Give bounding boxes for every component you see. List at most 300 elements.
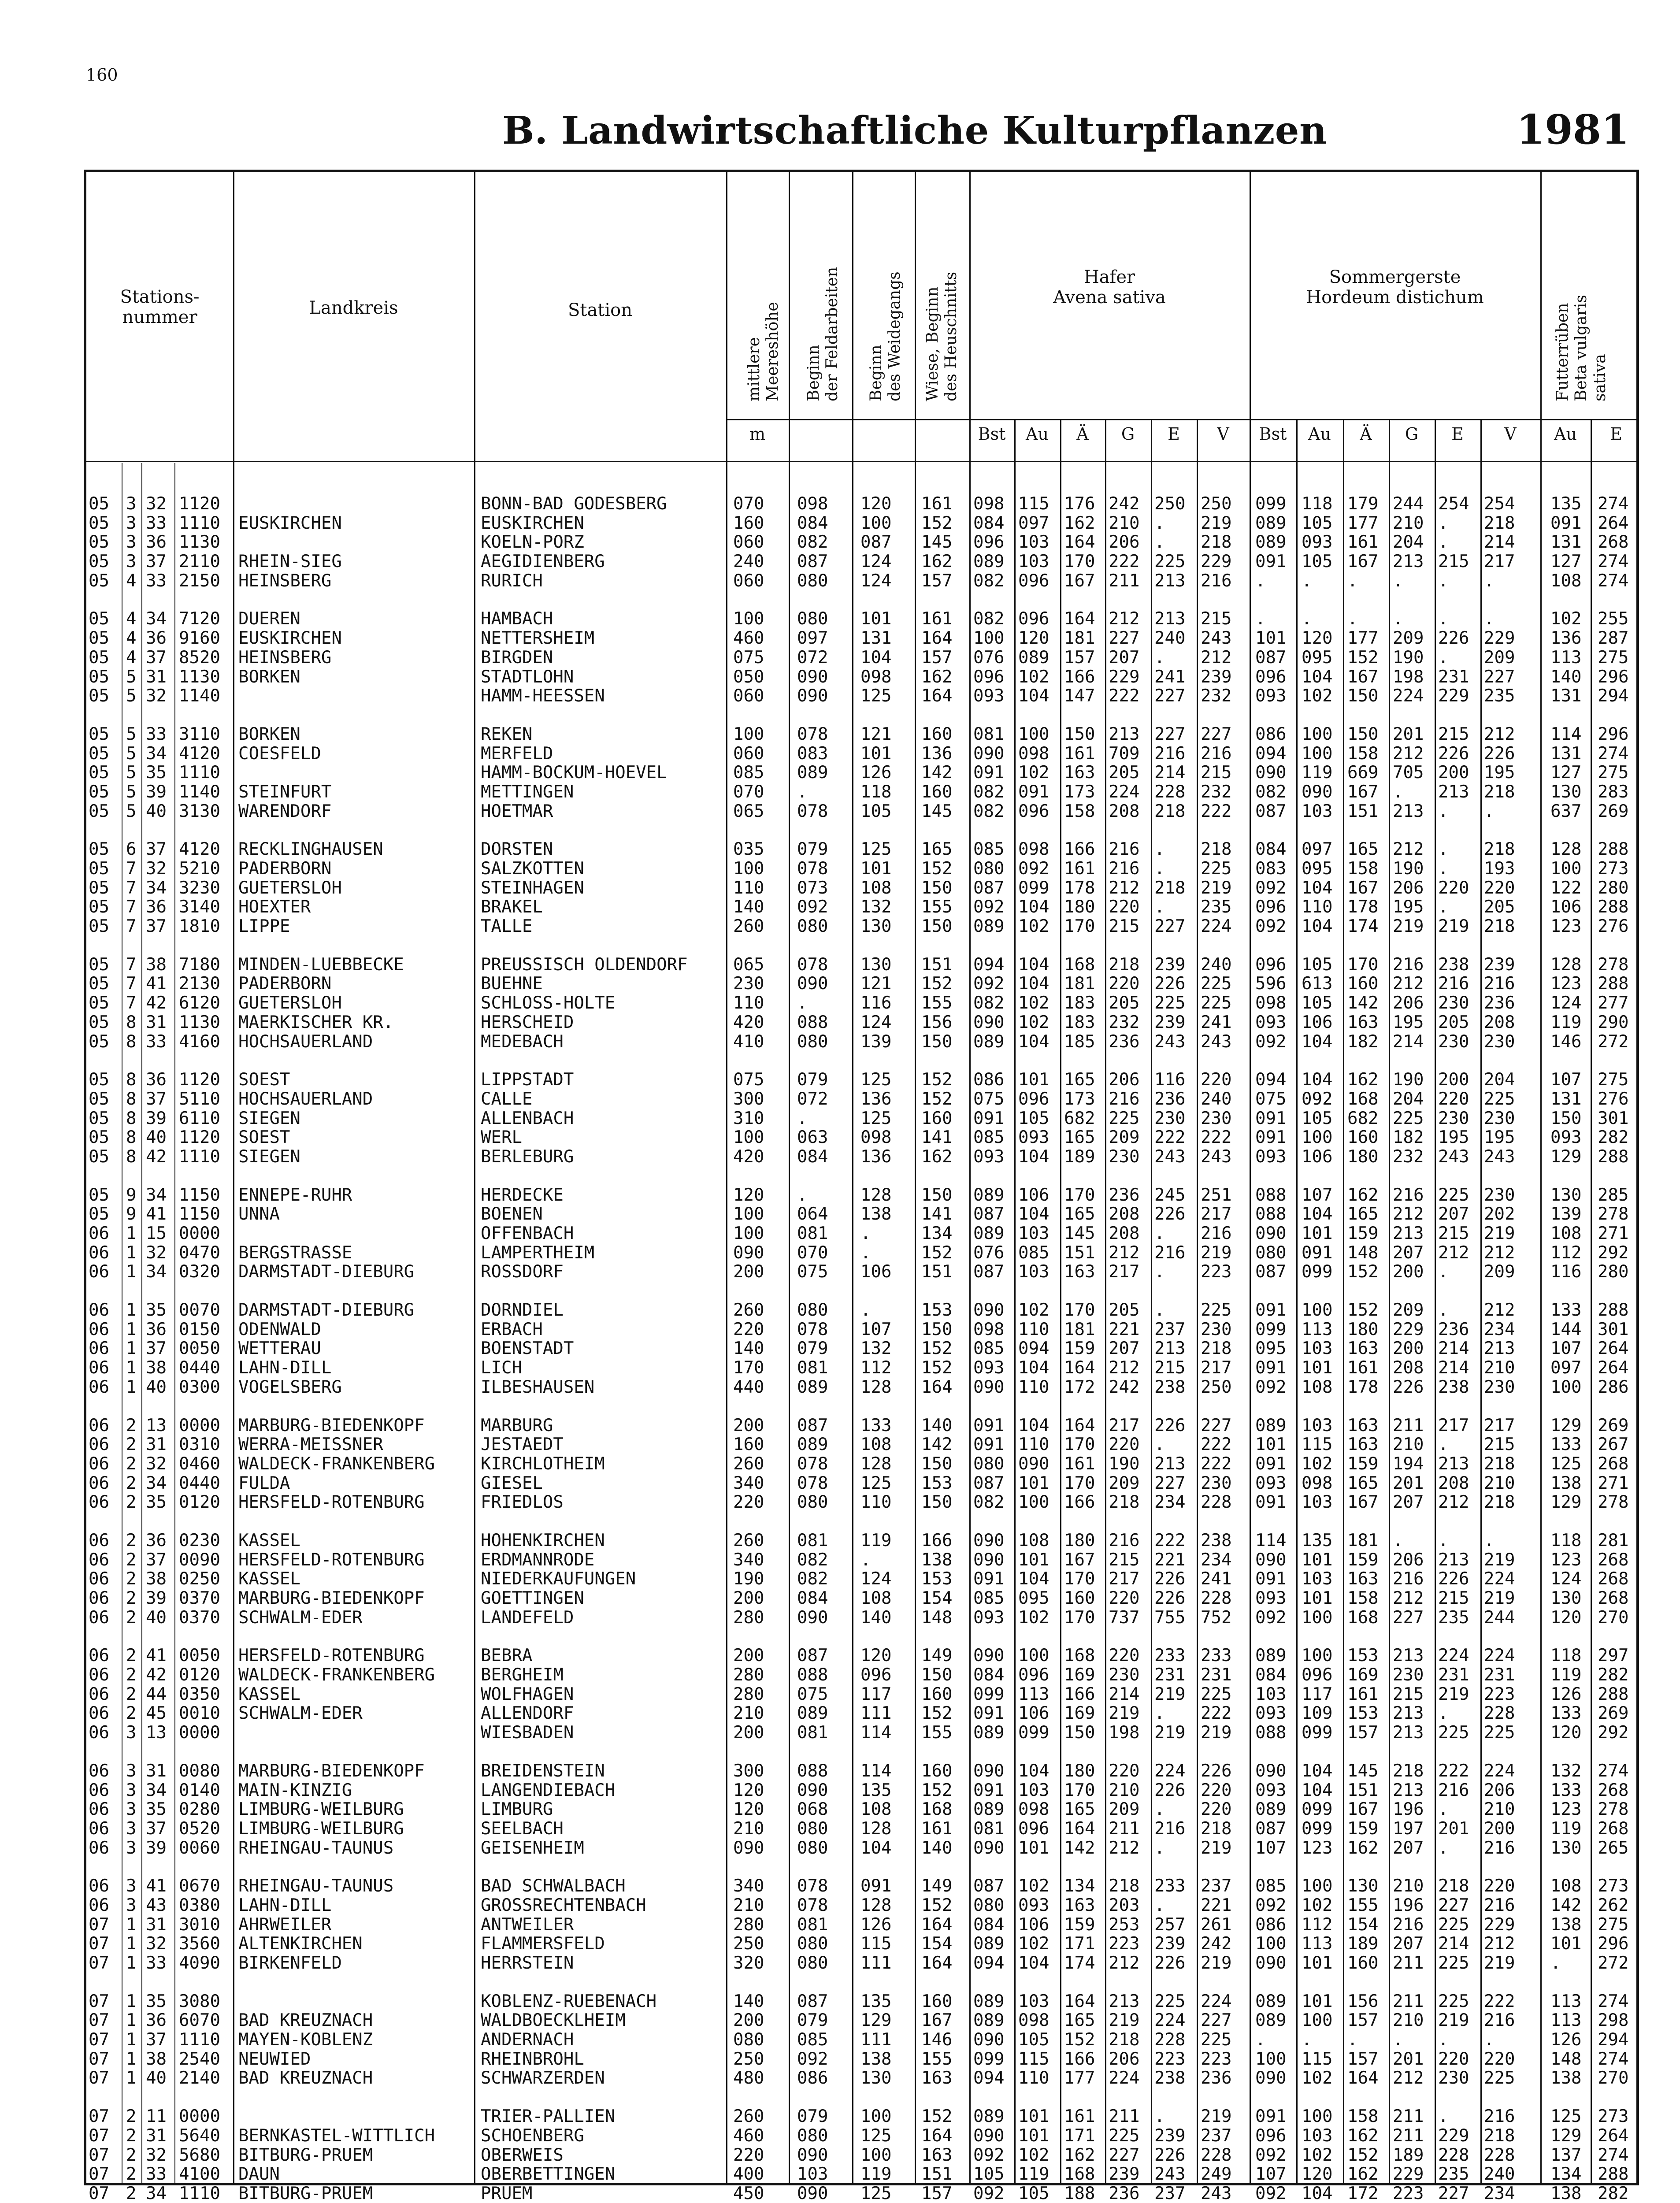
table-row: [86, 1646, 1636, 1665]
table-cell: 2: [126, 1569, 137, 1589]
table-cell: 294: [1598, 686, 1629, 706]
table-cell: 31: [146, 1914, 167, 1935]
table-cell: 207: [1393, 1838, 1424, 1858]
table-row: [86, 1358, 1636, 1377]
table-cell: 05: [89, 1127, 109, 1148]
table-cell: 3080: [179, 1991, 220, 2011]
table-cell: 090: [973, 1838, 1005, 1858]
table-cell: 05: [89, 763, 109, 783]
table-cell: 0050: [179, 1646, 220, 1666]
table-cell: 082: [797, 532, 828, 553]
table-cell: 218: [1484, 2125, 1515, 2146]
table-cell: 087: [797, 1646, 828, 1666]
table-cell: 089: [973, 2107, 1005, 2127]
table-cell: 7: [126, 897, 137, 917]
table-cell: 7: [126, 993, 137, 1013]
table-cell: 120: [733, 1799, 764, 1820]
table-row: [86, 1531, 1636, 1550]
table-cell: 150: [921, 1319, 953, 1339]
table-cell: 150: [921, 1492, 953, 1513]
table-cell: 082: [797, 1550, 828, 1570]
table-cell: 31: [146, 1761, 167, 1781]
table-cell: 201: [1393, 1473, 1424, 1493]
table-cell: 101: [1018, 1550, 1050, 1570]
table-cell: 226: [1154, 1415, 1186, 1435]
table-cell: 7: [126, 916, 137, 937]
table-cell: 089: [973, 1799, 1005, 1820]
table-cell: 231: [1154, 1665, 1186, 1685]
table-cell: 218: [1109, 1876, 1140, 1896]
table-cell: 340: [733, 1473, 764, 1493]
table-cell: 05: [89, 1031, 109, 1052]
table-cell: 164: [921, 686, 953, 706]
table-cell: 084: [797, 1588, 828, 1608]
table-cell: 320: [733, 1953, 764, 1973]
table-row: [86, 878, 1636, 898]
table-cell: 170: [733, 1358, 764, 1378]
table-cell: 229: [1438, 686, 1469, 706]
table-cell: 212: [1109, 1953, 1140, 1973]
table-cell: 06: [89, 1876, 109, 1896]
table-cell: 099: [1018, 878, 1050, 898]
table-cell: 113: [1302, 1319, 1333, 1339]
table-cell: 201: [1438, 1818, 1469, 1839]
table-cell: 237: [1154, 1319, 1186, 1339]
table-cell: 090: [1255, 2068, 1287, 2088]
header-station: Station: [567, 300, 633, 320]
table-cell: 147: [1064, 686, 1095, 706]
table-cell: 089: [973, 916, 1005, 937]
table-cell: 080: [733, 2030, 764, 2050]
table-cell: 257: [1154, 1914, 1186, 1935]
table-cell: 216: [1393, 1185, 1424, 1205]
table-cell: 132: [860, 1339, 892, 1359]
table-cell: 131: [1550, 743, 1582, 764]
table-cell: 163: [1064, 1895, 1095, 1915]
table-cell: 088: [1255, 1723, 1287, 1743]
table-cell: 227: [1154, 1473, 1186, 1493]
table-cell: 092: [1255, 2183, 1287, 2203]
table-cell: BAD KREUZNACH: [238, 2068, 373, 2088]
table-cell: 222: [1484, 1991, 1515, 2011]
table-cell: 276: [1598, 916, 1629, 937]
table-cell: 137: [1550, 2145, 1582, 2165]
table-cell: 215: [1438, 1588, 1469, 1608]
table-cell: 210: [1393, 513, 1424, 533]
table-cell: 213: [1393, 1224, 1424, 1243]
table-cell: 125: [860, 1108, 892, 1128]
table-cell: 227: [1201, 1415, 1232, 1435]
table-cell: 230: [1201, 1319, 1232, 1339]
table-cell: 2: [126, 1454, 137, 1474]
table-cell: 190: [1109, 1454, 1140, 1474]
table-cell: 210: [1484, 1358, 1515, 1378]
table-row: [86, 1300, 1636, 1320]
table-cell: 1120: [179, 1127, 220, 1148]
table-cell: 098: [860, 1127, 892, 1148]
table-cell: 267: [1598, 1435, 1629, 1455]
table-cell: 283: [1598, 782, 1629, 802]
table-cell: 101: [1302, 1550, 1333, 1570]
table-cell: .: [1347, 609, 1358, 629]
table-cell: 087: [973, 1876, 1005, 1896]
table-cell: 105: [1302, 993, 1333, 1013]
table-cell: 127: [1550, 552, 1582, 572]
table-cell: 218: [1154, 801, 1186, 821]
table-cell: 166: [1064, 667, 1095, 687]
table-cell: 286: [1598, 1377, 1629, 1397]
table-cell: 170: [1064, 1569, 1095, 1589]
table-cell: 0000: [179, 1224, 220, 1243]
table-cell: 737: [1109, 1607, 1140, 1628]
table-cell: 209: [1484, 647, 1515, 668]
table-cell: 157: [921, 2183, 953, 2203]
table-cell: 105: [973, 2164, 1005, 2184]
table-cell: 208: [1484, 1012, 1515, 1032]
table-cell: 200: [1438, 763, 1469, 783]
table-cell: 239: [1154, 1012, 1186, 1032]
table-cell: 152: [1064, 2030, 1095, 2050]
table-cell: 103: [1302, 1415, 1333, 1435]
table-cell: 7180: [179, 954, 220, 975]
table-cell: .: [860, 1550, 871, 1570]
table-cell: 225: [1438, 1723, 1469, 1743]
table-cell: 101: [1255, 1435, 1287, 1455]
table-cell: 06: [89, 1473, 109, 1493]
table-cell: 133: [1550, 1435, 1582, 1455]
table-cell: HERRSTEIN: [481, 1953, 574, 1973]
table-cell: 210: [1109, 1780, 1140, 1800]
table-cell: 136: [1550, 628, 1582, 649]
table-cell: 752: [1201, 1607, 1232, 1628]
table-cell: 4: [126, 571, 137, 591]
table-cell: 34: [146, 1780, 167, 1800]
table-cell: 440: [733, 1377, 764, 1397]
table-cell: 102: [1018, 2145, 1050, 2165]
table-cell: 219: [1484, 1588, 1515, 1608]
table-cell: 212: [1109, 1242, 1140, 1263]
table-cell: 213: [1393, 1646, 1424, 1666]
table-cell: 078: [797, 954, 828, 975]
table-cell: .: [1484, 2030, 1495, 2050]
table-cell: 164: [1064, 1818, 1095, 1839]
table-cell: 05: [89, 839, 109, 860]
table-cell: 32: [146, 494, 167, 514]
table-cell: 151: [1347, 1780, 1379, 1800]
table-cell: 080: [797, 1031, 828, 1052]
table-cell: 208: [1109, 1204, 1140, 1224]
table-row: [86, 839, 1636, 859]
table-cell: 224: [1484, 1569, 1515, 1589]
table-cell: 282: [1598, 1127, 1629, 1148]
table-cell: HOCHSAUERLAND: [238, 1089, 373, 1109]
table-cell: 231: [1438, 667, 1469, 687]
table-cell: 5: [126, 724, 137, 744]
table-cell: 5: [126, 782, 137, 802]
table-row: [86, 1953, 1636, 1973]
table-cell: 190: [1393, 647, 1424, 668]
table-cell: 101: [1018, 2125, 1050, 2146]
table-cell: 05: [89, 571, 109, 591]
row-group: [86, 1300, 1636, 1396]
table-cell: 131: [1550, 686, 1582, 706]
page-number: 160: [86, 65, 118, 85]
table-cell: REKEN: [481, 724, 533, 744]
table-cell: 089: [797, 1703, 828, 1724]
table-cell: .: [797, 1185, 808, 1205]
table-cell: 213: [1438, 1454, 1469, 1474]
table-cell: 105: [1302, 513, 1333, 533]
table-cell: 296: [1598, 724, 1629, 744]
table-cell: 233: [1154, 1646, 1186, 1666]
table-cell: 270: [1598, 1607, 1629, 1628]
table-cell: 224: [1201, 916, 1232, 937]
table-cell: PRUEM: [481, 2183, 533, 2203]
table-cell: 06: [89, 1530, 109, 1550]
table-cell: 123: [1550, 1550, 1582, 1570]
table-cell: 13: [146, 1415, 167, 1435]
table-cell: 05: [89, 897, 109, 917]
table-cell: 105: [1302, 954, 1333, 975]
table-cell: 212: [1393, 1588, 1424, 1608]
table-cell: 126: [1550, 1684, 1582, 1704]
table-cell: 129: [860, 2010, 892, 2031]
table-cell: 152: [921, 2107, 953, 2127]
table-cell: 705: [1393, 763, 1424, 783]
table-cell: 37: [146, 916, 167, 937]
table-cell: 092: [973, 897, 1005, 917]
table-row: [86, 2145, 1636, 2165]
table-cell: NETTERSHEIM: [481, 628, 595, 649]
table-cell: 06: [89, 1895, 109, 1915]
table-cell: 223: [1201, 2049, 1232, 2069]
table-row: [86, 628, 1636, 648]
table-cell: 241: [1201, 1012, 1232, 1032]
table-cell: 209: [1393, 628, 1424, 649]
table-cell: 208: [1109, 1224, 1140, 1243]
table-cell: 099: [1018, 1723, 1050, 1743]
table-cell: 092: [1302, 1089, 1333, 1109]
table-cell: 107: [1255, 2164, 1287, 2184]
table-cell: 200: [1393, 1262, 1424, 1282]
table-cell: 089: [797, 1435, 828, 1455]
table-cell: 06: [89, 1492, 109, 1513]
table-cell: 234: [1484, 1319, 1515, 1339]
table-cell: 241: [1154, 667, 1186, 687]
table-cell: 229: [1438, 2125, 1469, 2146]
table-cell: BERNKASTEL-WITTLICH: [238, 2125, 435, 2146]
table-cell: 092: [797, 897, 828, 917]
table-cell: 05: [89, 628, 109, 649]
table-cell: 637: [1550, 801, 1582, 821]
table-cell: SEELBACH: [481, 1818, 564, 1839]
table-cell: 128: [860, 1185, 892, 1205]
table-cell: 709: [1109, 743, 1140, 764]
table-cell: 170: [1347, 954, 1379, 975]
table-cell: 05: [89, 494, 109, 514]
table-cell: 212: [1438, 1492, 1469, 1513]
table-row: [86, 1204, 1636, 1224]
table-cell: 212: [1201, 647, 1232, 668]
table-cell: 239: [1154, 954, 1186, 975]
table-cell: 153: [1347, 1703, 1379, 1724]
table-cell: 084: [973, 1914, 1005, 1935]
table-cell: 42: [146, 993, 167, 1013]
table-cell: 106: [860, 1262, 892, 1282]
table-cell: 230: [1484, 1031, 1515, 1052]
table-cell: 222: [1109, 552, 1140, 572]
table-cell: 090: [973, 1012, 1005, 1032]
table-cell: 121: [860, 974, 892, 994]
table-cell: 104: [1302, 667, 1333, 687]
table-cell: CALLE: [481, 1089, 533, 1109]
table-cell: 197: [1393, 1818, 1424, 1839]
table-cell: .: [1438, 897, 1449, 917]
table-cell: 102: [1302, 686, 1333, 706]
table-cell: 170: [1064, 1185, 1095, 1205]
table-cell: 075: [733, 647, 764, 668]
table-cell: 460: [733, 2125, 764, 2146]
table-cell: 32: [146, 1242, 167, 1263]
table-cell: 230: [1154, 1108, 1186, 1128]
table-cell: 213: [1393, 552, 1424, 572]
table-cell: 079: [797, 1339, 828, 1359]
table-cell: 200: [733, 2010, 764, 2031]
table-cell: 091: [1255, 1569, 1287, 1589]
table-cell: 226: [1201, 1761, 1232, 1781]
table-cell: 092: [1255, 1031, 1287, 1052]
table-cell: 219: [1109, 1703, 1140, 1724]
table-row: [86, 2010, 1636, 2030]
table-cell: 340: [733, 1876, 764, 1896]
table-cell: 106: [1018, 1914, 1050, 1935]
table-cell: 110: [1018, 2068, 1050, 2088]
table-cell: 219: [1154, 1684, 1186, 1704]
table-cell: 596: [1255, 974, 1287, 994]
table-cell: .: [860, 1224, 871, 1243]
table-cell: 081: [797, 1914, 828, 1935]
table-cell: 093: [1550, 1127, 1582, 1148]
table-cell: 45: [146, 1703, 167, 1724]
table-cell: 201: [1393, 724, 1424, 744]
table-cell: .: [1302, 609, 1312, 629]
table-cell: 05: [89, 1089, 109, 1109]
table-cell: 091: [973, 1569, 1005, 1589]
table-cell: 220: [1109, 1435, 1140, 1455]
table-cell: 4100: [179, 2164, 220, 2184]
table-cell: 124: [860, 1012, 892, 1032]
table-cell: 171: [1064, 1934, 1095, 1954]
table-cell: 078: [797, 1473, 828, 1493]
table-row: [86, 2107, 1636, 2126]
table-cell: 088: [797, 1761, 828, 1781]
table-cell: 104: [1018, 686, 1050, 706]
table-cell: 117: [860, 1684, 892, 1704]
table-cell: 124: [1550, 993, 1582, 1013]
table-cell: 3010: [179, 1914, 220, 1935]
table-cell: 39: [146, 1838, 167, 1858]
table-cell: FLAMMERSFELD: [481, 1934, 605, 1954]
table-cell: 124: [860, 571, 892, 591]
table-cell: 159: [1347, 1454, 1379, 1474]
table-cell: 1: [126, 1242, 137, 1263]
table-cell: 163: [1347, 1012, 1379, 1032]
table-cell: ANDERNACH: [481, 2030, 574, 2050]
table-cell: 115: [1302, 1435, 1333, 1455]
table-cell: 156: [921, 1012, 953, 1032]
table-cell: 161: [1064, 859, 1095, 879]
table-cell: 219: [1154, 1723, 1186, 1743]
table-cell: 167: [1347, 1492, 1379, 1513]
table-cell: 220: [733, 2145, 764, 2165]
table-cell: 113: [1018, 1684, 1050, 1704]
table-cell: 093: [1255, 1588, 1287, 1608]
table-cell: 081: [973, 724, 1005, 744]
table-cell: 181: [1064, 974, 1095, 994]
table-cell: 13: [146, 1723, 167, 1743]
table-cell: 06: [89, 1339, 109, 1359]
table-cell: 174: [1064, 1953, 1095, 1973]
table-cell: 159: [1347, 1818, 1379, 1839]
table-cell: 189: [1393, 2145, 1424, 2165]
table-cell: 207: [1438, 1204, 1469, 1224]
table-cell: 216: [1438, 1780, 1469, 1800]
table-cell: 100: [860, 2107, 892, 2127]
table-cell: 094: [973, 954, 1005, 975]
table-cell: BONN-BAD GODESBERG: [481, 494, 667, 514]
table-cell: 2150: [179, 571, 220, 591]
table-cell: 123: [1550, 974, 1582, 994]
table-cell: 087: [1255, 1818, 1287, 1839]
table-cell: 218: [1109, 2030, 1140, 2050]
table-cell: 160: [733, 513, 764, 533]
table-cell: 123: [1302, 1838, 1333, 1858]
table-cell: 222: [1201, 801, 1232, 821]
table-row: [86, 1934, 1636, 1953]
table-cell: 224: [1109, 782, 1140, 802]
table-cell: 5: [126, 667, 137, 687]
table-cell: 198: [1393, 667, 1424, 687]
table-cell: 183: [1064, 993, 1095, 1013]
table-cell: 228: [1201, 2145, 1232, 2165]
table-cell: 243: [1201, 1146, 1232, 1167]
table-cell: 226: [1438, 1569, 1469, 1589]
table-cell: 180: [1347, 1319, 1379, 1339]
table-cell: 274: [1598, 743, 1629, 764]
table-cell: 5110: [179, 1089, 220, 1109]
table-cell: 097: [797, 628, 828, 649]
table-cell: 213: [1109, 724, 1140, 744]
table-cell: 06: [89, 1723, 109, 1743]
table-cell: 278: [1598, 1204, 1629, 1224]
table-cell: 107: [1302, 1185, 1333, 1205]
table-cell: 211: [1393, 1991, 1424, 2011]
table-cell: 2: [126, 2183, 137, 2203]
table-cell: 180: [1064, 1530, 1095, 1550]
table-cell: OFFENBACH: [481, 1224, 574, 1243]
table-cell: 132: [860, 897, 892, 917]
table-cell: 089: [1255, 1415, 1287, 1435]
table-cell: 2: [126, 2145, 137, 2165]
table-cell: GUETERSLOH: [238, 993, 342, 1013]
table-cell: 179: [1347, 494, 1379, 514]
table-cell: 167: [921, 2010, 953, 2031]
table-cell: 216: [1154, 743, 1186, 764]
table-cell: 091: [973, 1108, 1005, 1128]
table-cell: 215: [1154, 1358, 1186, 1378]
table-cell: 160: [921, 782, 953, 802]
table-cell: 223: [1154, 2049, 1186, 2069]
